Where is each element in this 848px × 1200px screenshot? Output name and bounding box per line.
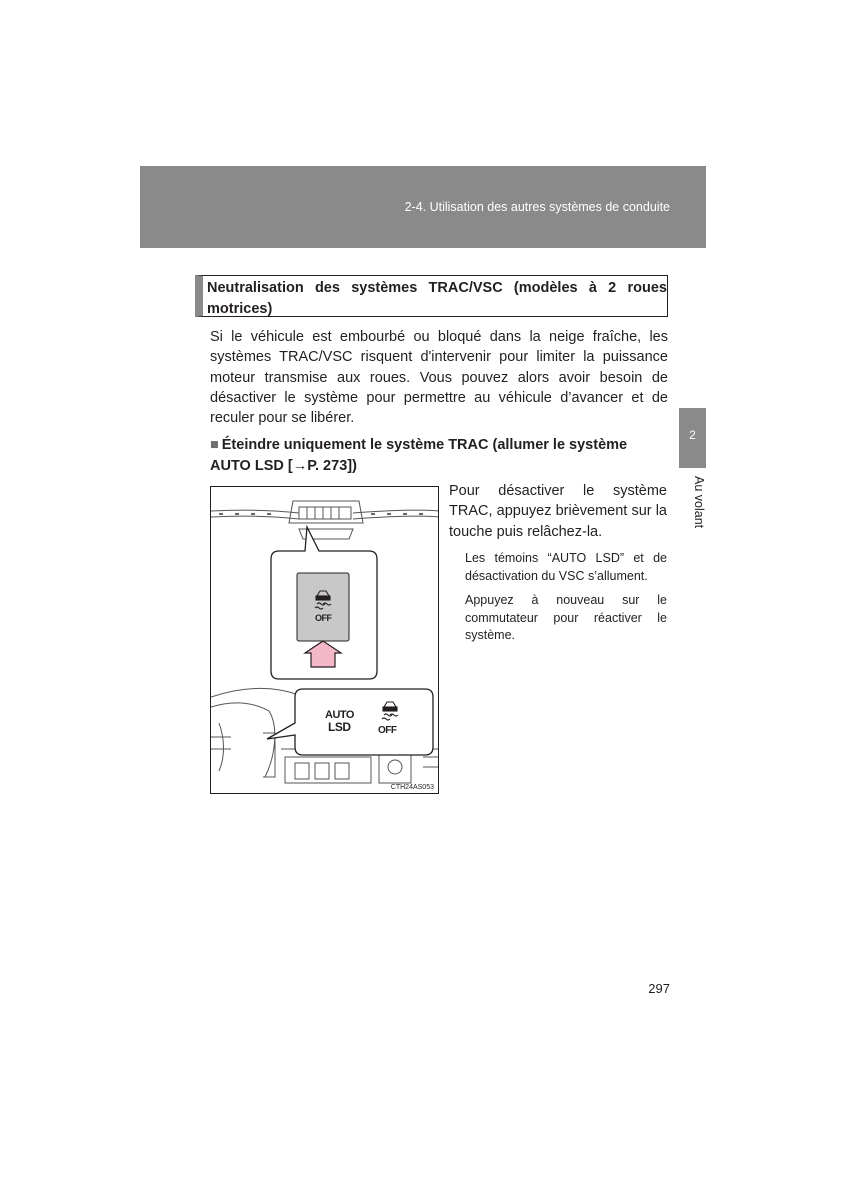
square-bullet-icon: ■ [210, 437, 219, 453]
section-heading: Neutralisation des systèmes TRAC/VSC (modèles à 2 roues motrices) [195, 275, 668, 317]
indicator-off-label: OFF [378, 725, 397, 736]
indicator-lsd-label: LSD [328, 720, 351, 734]
chapter-title: 2-4. Utilisation des autres systèmes de conduite [404, 200, 670, 214]
page-number: 297 [648, 981, 670, 996]
subsection-heading [210, 435, 668, 477]
chapter-side-tab [679, 408, 706, 468]
instruction-text: Pour désactiver le système TRAC, appuyez brièvement sur la touche puis relâchez-la. [449, 483, 667, 540]
switch-off-label: OFF [315, 613, 332, 623]
chapter-header-band [140, 166, 706, 248]
figure-code: CTH24AS053 [390, 784, 434, 791]
indicator-auto-label: AUTO [325, 709, 354, 721]
intro-paragraph: Si le véhicule est embourbé ou bloqué dans la neige fraîche, les systèmes TRAC/VSC risquent d'intervenir pour limiter la puissance moteur transmise aux roues. Vous pouvez alors avoir besoin de désactiver le système pour permettre au véhicule d’avancer et de reculer pour se libérer. [210, 329, 668, 427]
note-reactivate: Appuyez à nouveau sur le commutateur pour réactiver le système. [465, 593, 667, 642]
chapter-side-label: Au volant [692, 476, 706, 529]
dashboard-drawing [211, 487, 439, 794]
note-indicator-lights: Les témoins “AUTO LSD” et de désactivation du VSC s’allument. [465, 551, 667, 583]
subsection-heading-text: Éteindre uniquement le système TRAC (allumer le système AUTO LSD [→P. 273]) [210, 437, 628, 474]
chapter-number: 2 [689, 428, 696, 442]
trac-switch-illustration [210, 486, 439, 794]
